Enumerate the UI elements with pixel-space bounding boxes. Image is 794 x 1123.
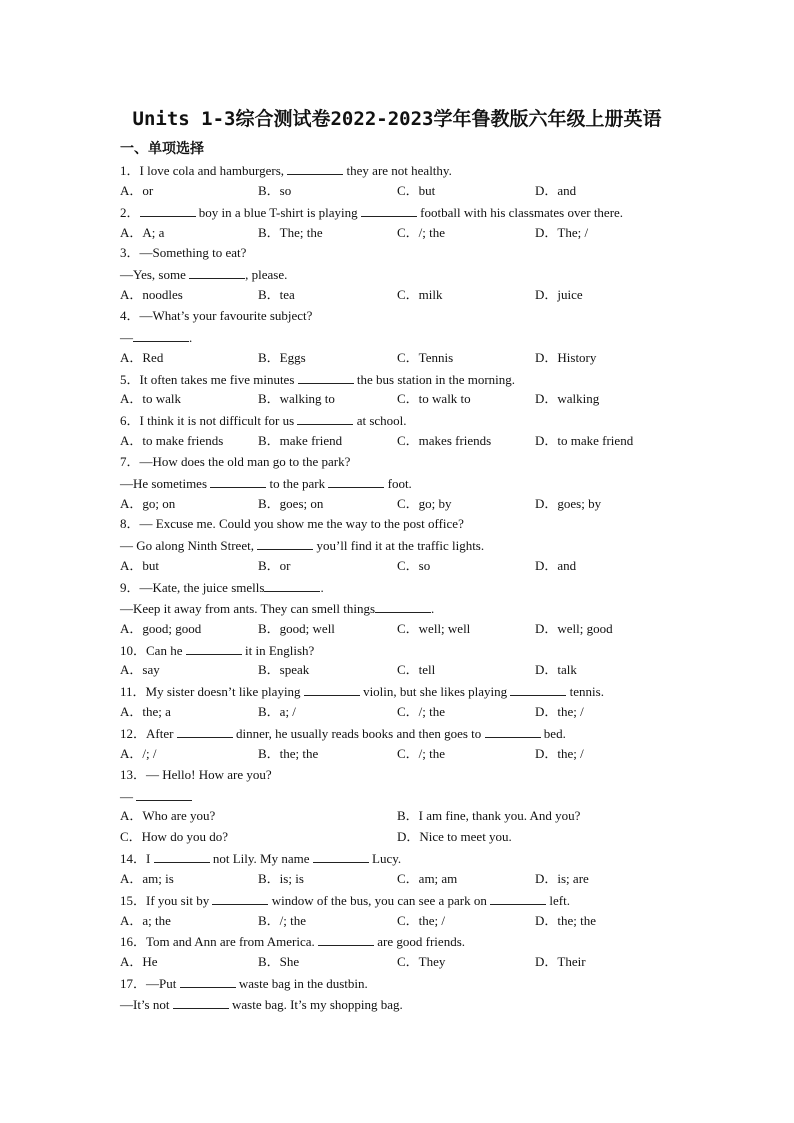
question-stem <box>120 371 515 388</box>
answer-option[interactable]: D．the; / <box>535 704 584 720</box>
question-number: 15． <box>120 892 147 908</box>
answer-option[interactable]: D．juice <box>535 287 583 303</box>
question-stem <box>120 725 566 742</box>
answer-blank[interactable] <box>212 892 268 905</box>
answer-option[interactable]: B．I am fine, thank you. And you? <box>397 808 581 824</box>
section-heading: 一、单项选择 <box>120 141 204 157</box>
answer-option[interactable]: B．She <box>258 954 300 970</box>
answer-option[interactable]: C．to walk to <box>397 391 471 407</box>
question-text: at school. <box>353 413 407 429</box>
answer-option[interactable]: D．is; are <box>535 870 589 886</box>
answer-option[interactable]: C．the; / <box>397 912 446 928</box>
answer-blank[interactable] <box>361 204 417 217</box>
question-text: — Excuse me. Could you show me the way to the post office? <box>139 516 464 532</box>
answer-option[interactable]: C．am; am <box>397 870 458 886</box>
question-text: waste bag. It’s my shopping bag. <box>228 997 403 1012</box>
answer-option[interactable]: B．or <box>258 558 291 574</box>
question-text: violin, but she likes playing <box>359 684 511 700</box>
answer-option[interactable]: C．milk <box>397 287 443 303</box>
answer-blank[interactable] <box>210 475 266 488</box>
question-stem <box>120 162 452 179</box>
answer-blank[interactable] <box>177 725 233 738</box>
question-text: . <box>320 580 324 595</box>
question-text: . <box>189 329 193 345</box>
question-number: 16． <box>120 934 147 950</box>
question-stem <box>120 975 368 992</box>
question-stem <box>120 204 623 221</box>
answer-option[interactable]: C．go; by <box>397 495 452 511</box>
answer-option[interactable]: B．speak <box>258 662 310 678</box>
question-stem <box>120 767 272 783</box>
answer-option[interactable]: B．is; is <box>258 870 304 886</box>
question-number: 12． <box>120 725 147 741</box>
answer-option[interactable]: B．so <box>258 182 292 198</box>
question-text: I love cola and hamburgers, <box>139 163 288 178</box>
question-continuation <box>120 266 287 283</box>
question-stem <box>120 516 464 532</box>
question-text: — Go along Ninth Street, <box>120 538 258 554</box>
question-stem <box>120 892 570 909</box>
question-continuation <box>120 329 192 346</box>
answer-blank[interactable] <box>264 579 320 592</box>
answer-option[interactable]: D．to make friend <box>535 433 634 449</box>
answer-option[interactable]: B．good; well <box>258 620 335 636</box>
answer-blank[interactable] <box>140 204 196 217</box>
answer-option[interactable]: B．a; / <box>258 704 296 720</box>
answer-option[interactable]: A．Red <box>120 349 164 365</box>
question-continuation <box>120 475 412 492</box>
question-text: I <box>146 851 154 867</box>
question-text: —Put <box>146 976 180 992</box>
answer-option[interactable]: A．good; good <box>120 620 202 636</box>
answer-option[interactable]: A．He <box>120 954 158 970</box>
answer-blank[interactable] <box>328 475 384 488</box>
answer-option[interactable]: D．the; / <box>535 745 584 761</box>
question-text: , please. <box>245 267 288 283</box>
question-text: football with his classmates over there. <box>416 204 624 220</box>
question-text: . <box>431 600 435 616</box>
answer-option[interactable]: D．History <box>535 349 597 365</box>
question-number: 13． <box>120 766 147 782</box>
question-text: they are not healthy. <box>343 163 452 178</box>
answer-option[interactable]: A．Who are you? <box>120 808 216 824</box>
question-text: —What’s your favourite subject? <box>139 307 313 323</box>
answer-option[interactable]: D．well; good <box>535 620 613 636</box>
answer-blank[interactable] <box>136 788 192 801</box>
question-number: 4． <box>120 307 140 323</box>
answer-option[interactable]: D．the; the <box>535 912 597 928</box>
answer-option[interactable]: A．a; the <box>120 912 171 928</box>
answer-blank[interactable] <box>186 642 242 655</box>
answer-option[interactable]: C．/; the <box>397 745 446 761</box>
answer-option[interactable]: A．to make friends <box>120 433 224 449</box>
question-stem <box>120 308 312 324</box>
question-text: After <box>146 725 177 741</box>
question-number: 3． <box>120 245 140 261</box>
question-text: —Something to eat? <box>139 245 247 261</box>
question-text: left. <box>546 892 570 908</box>
question-text: boy in a blue T-shirt is playing <box>195 204 361 220</box>
question-text: foot. <box>384 475 412 491</box>
answer-option[interactable]: C．How do you do? <box>120 829 228 845</box>
question-text: the bus station in the morning. <box>353 371 516 387</box>
question-text: Tom and Ann are from America. <box>146 934 319 950</box>
question-number: 7． <box>120 453 140 469</box>
answer-blank[interactable] <box>318 933 374 946</box>
answer-blank[interactable] <box>298 371 354 384</box>
question-text: If you sit by <box>146 892 213 908</box>
answer-option[interactable]: A．am; is <box>120 870 174 886</box>
answer-option[interactable]: C．but <box>397 182 436 198</box>
question-stem <box>120 850 401 867</box>
answer-option[interactable]: B．walking to <box>258 391 335 407</box>
question-text: —Yes, some <box>120 267 190 283</box>
answer-blank[interactable] <box>375 600 431 613</box>
answer-option[interactable]: D．and <box>535 558 577 574</box>
answer-option[interactable]: A．/; / <box>120 745 157 761</box>
question-continuation <box>120 600 434 617</box>
question-text: —Kate, the juice smells <box>139 580 265 595</box>
question-text: to the park <box>266 475 329 491</box>
answer-option[interactable]: C．/; the <box>397 704 446 720</box>
question-text: are good friends. <box>374 934 465 950</box>
answer-blank[interactable] <box>485 725 541 738</box>
answer-blank[interactable] <box>180 975 236 988</box>
answer-option[interactable]: A．say <box>120 662 160 678</box>
answer-option[interactable]: C．They <box>397 954 446 970</box>
answer-option[interactable]: D．walking <box>535 391 600 407</box>
answer-option[interactable]: C．Tennis <box>397 349 454 365</box>
question-number: 10． <box>120 642 147 658</box>
question-text: Lucy. <box>368 851 402 867</box>
question-text: —He sometimes <box>120 475 211 491</box>
answer-option[interactable]: D．and <box>535 182 577 198</box>
answer-option[interactable]: D．The; / <box>535 224 589 240</box>
question-text: — <box>120 788 137 804</box>
question-text: it in English? <box>241 642 315 658</box>
question-text: I think it is not difficult for us <box>139 413 298 429</box>
question-number: 17． <box>120 976 147 992</box>
question-stem <box>120 454 350 470</box>
question-number: 14． <box>120 851 147 867</box>
question-number: 11． <box>120 684 146 700</box>
question-number: 9． <box>120 580 140 595</box>
answer-blank[interactable] <box>189 266 245 279</box>
question-text: It often takes me five minutes <box>139 371 298 387</box>
answer-option[interactable]: D．talk <box>535 662 577 678</box>
question-text: — <box>120 329 133 345</box>
question-stem <box>120 683 604 700</box>
answer-blank[interactable] <box>313 850 369 863</box>
answer-option[interactable]: A．noodles <box>120 287 183 303</box>
answer-blank[interactable] <box>287 162 343 175</box>
answer-blank[interactable] <box>304 683 360 696</box>
answer-option[interactable]: A．but <box>120 558 160 574</box>
answer-option[interactable]: B．The; the <box>258 224 323 240</box>
question-stem <box>120 579 324 596</box>
question-number: 6． <box>120 413 140 429</box>
answer-option[interactable]: B．Eggs <box>258 349 306 365</box>
answer-option[interactable]: C．tell <box>397 662 436 678</box>
answer-option[interactable]: A．go; on <box>120 495 176 511</box>
answer-option[interactable]: B．tea <box>258 287 295 303</box>
question-text: tennis. <box>566 684 604 700</box>
question-text: Can he <box>146 642 186 658</box>
answer-option[interactable]: D．Nice to meet you. <box>397 829 512 845</box>
answer-option[interactable]: A．the; a <box>120 704 171 720</box>
question-stem <box>120 245 246 261</box>
answer-option[interactable]: B．make friend <box>258 433 343 449</box>
answer-option[interactable]: D．goes; by <box>535 495 602 511</box>
question-number: 5． <box>120 371 140 387</box>
answer-blank[interactable] <box>133 329 189 342</box>
answer-option[interactable]: D．Their <box>535 954 586 970</box>
answer-option[interactable]: C．/; the <box>397 224 446 240</box>
question-text: dinner, he usually reads books and then goes to <box>232 725 485 741</box>
answer-option[interactable]: B．the; the <box>258 745 319 761</box>
question-text: waste bag in the dustbin. <box>235 976 368 992</box>
question-stem <box>120 412 407 429</box>
question-number: 1． <box>120 163 140 178</box>
question-text: you’ll find it at the traffic lights. <box>313 538 485 554</box>
question-text: —How does the old man go to the park? <box>139 453 351 469</box>
question-number: 2． <box>120 204 140 220</box>
question-continuation <box>120 537 484 554</box>
question-text: not Lily. My name <box>209 851 313 867</box>
question-stem <box>120 933 465 950</box>
answer-blank[interactable] <box>257 537 313 550</box>
answer-option[interactable]: B．goes; on <box>258 495 324 511</box>
answer-blank[interactable] <box>490 892 546 905</box>
answer-blank[interactable] <box>154 850 210 863</box>
answer-blank[interactable] <box>510 683 566 696</box>
question-continuation <box>120 788 192 805</box>
page-title: Units 1-3综合测试卷2022-2023学年鲁教版六年级上册英语 <box>132 108 662 130</box>
question-text: —Keep it away from ants. They can smell things <box>120 600 376 616</box>
answer-blank[interactable] <box>173 996 229 1009</box>
question-text: —It’s not <box>120 997 173 1012</box>
answer-option[interactable]: A．A; a <box>120 224 165 240</box>
answer-option[interactable]: C．so <box>397 558 431 574</box>
question-number: 8． <box>120 516 140 532</box>
question-stem <box>120 642 314 659</box>
answer-option[interactable]: C．well; well <box>397 620 471 636</box>
question-continuation <box>120 996 403 1013</box>
question-text: window of the bus, you can see a park on <box>268 892 491 908</box>
question-text: bed. <box>540 725 566 741</box>
answer-option[interactable]: B．/; the <box>258 912 307 928</box>
answer-option[interactable]: C．makes friends <box>397 433 492 449</box>
question-text: My sister doesn’t like playing <box>145 684 304 700</box>
question-text: — Hello! How are you? <box>146 766 272 782</box>
answer-blank[interactable] <box>297 412 353 425</box>
answer-option[interactable]: A．or <box>120 182 154 198</box>
answer-option[interactable]: A．to walk <box>120 391 182 407</box>
